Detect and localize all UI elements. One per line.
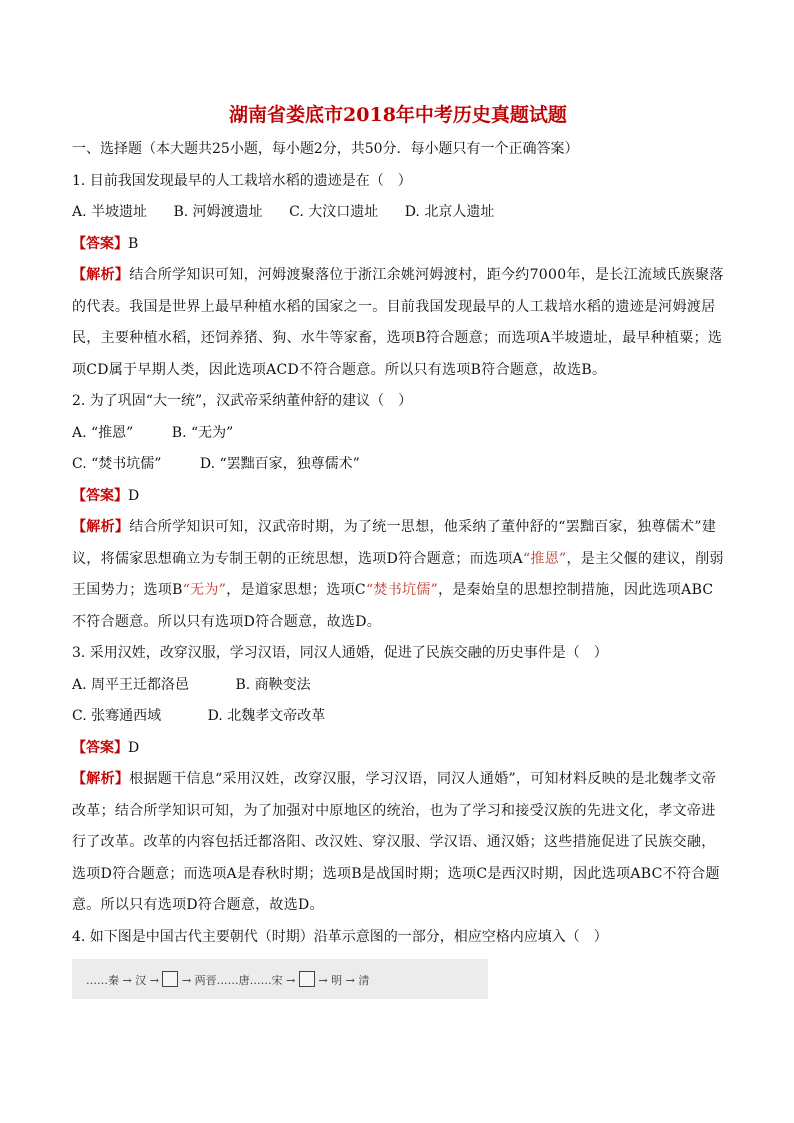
q3-option-a: A. 周平王迁都洛邑	[72, 676, 190, 693]
question-4-stem: 4. 如下图是中国古代主要朝代（时期）沿革示意图的一部分，相应空格内应填入（ ）	[72, 928, 608, 945]
question-2-analysis	[72, 512, 724, 638]
question-1-options	[72, 197, 724, 229]
analysis-text: 结合所学知识可知，汉武帝时期，为了统一思想，他采纳了董仲舒的“罢黜百家，独尊儒术”建议，将儒家思想确立为专制王朝的正统思想，选项D符合题意；而选项A	[72, 519, 717, 567]
q1-option-b: B. 河姆渡遗址	[173, 204, 263, 220]
page-title: 湖南省娄底市2018年中考历史真题试题	[229, 104, 567, 126]
analysis-text: 结合所学知识可知，河姆渡聚落位于浙江余姚河姆渡村，距今约7000年，是长江流域氏族聚落的代表。我国是世界上最早种植水稻的国家之一。目前我国发现最早的人工栽培水稻的遗迹是河姆渡居民，主要种植水稻，还饲养猪、狗、水牛等家畜，选项B符合题意；而选项A半坡遗址，最早种植粟；选项CD属于早期人类，因此选项ACD不符合题意。所以只有选项B符合题意，故选B。	[72, 267, 724, 378]
blank-box-2	[299, 971, 315, 987]
timeline-ming: 明	[331, 974, 343, 987]
q3-option-d: D. 北魏孝文帝改革	[207, 708, 326, 724]
q2-option-a: A. “推恩”	[72, 424, 134, 441]
question-2-options-row-1	[72, 418, 724, 450]
question-3-answer	[72, 733, 724, 765]
section-header: 一、选择题（本大题共25小题，每小题2分，共50分．每小题只有一个正确答案）	[72, 141, 579, 157]
question-1-analysis	[72, 260, 724, 386]
q3-option-c: C. 张骞通西域	[72, 708, 162, 724]
arrow-icon: →	[122, 974, 132, 987]
question-1-answer	[72, 229, 724, 261]
analysis-text: 根据题干信息“采用汉姓，改穿汉服，学习汉语，同汉人通婚”，可知材料反映的是北魏孝文帝改革；结合所学知识可知，为了加强对中原地区的统治，也为了学习和接受汉族的先进文化，孝文帝进行了改革。改革的内容包括迁都洛阳、改汉姓、穿汉服、学汉语、通汉婚；这些措施促进了民族交融，选项D符合题意；而选项A是春秋时期；选项B是战国时期；选项C是西汉时期，因此选项ABC不符合题意。所以只有选项D符合题意，故选D。	[72, 771, 720, 913]
highlight-term: “无为”	[182, 582, 227, 598]
question-3-options-row-1	[72, 670, 724, 702]
timeline-qin: ……秦	[86, 974, 119, 987]
analysis-text: ，是道家思想；选项C	[226, 582, 366, 598]
answer-tag: 【答案】	[72, 487, 128, 504]
q1-option-c: C. 大汶口遗址	[289, 204, 379, 220]
analysis-tag: 【解析】	[72, 519, 130, 535]
highlight-term: “推恩”	[522, 550, 567, 567]
arrow-icon: →	[181, 974, 192, 987]
timeline-jin-tang-song: 两晋……唐……宋	[194, 974, 283, 987]
answer-tag: 【答案】	[72, 739, 128, 756]
q2-option-c: C. “焚书坑儒”	[72, 456, 162, 472]
analysis-text: ，是秦始皇的思想控制措施，因此选项ABC不符合题意。所以只有选项D符合题意，故选D。	[72, 582, 714, 630]
arrow-icon: →	[286, 974, 296, 987]
question-3-analysis	[72, 764, 724, 922]
analysis-tag: 【解析】	[72, 771, 130, 787]
timeline-han: 汉	[135, 974, 147, 987]
question-2-stem: 2. 为了巩固“大一统”，汉武帝采纳董仲舒的建议（ ）	[72, 393, 413, 409]
answer-tag: 【答案】	[72, 235, 128, 252]
question-3-stem: 3. 采用汉姓，改穿汉服，学习汉语，同汉人通婚，促进了民族交融的历史事件是（ ）	[72, 645, 608, 661]
answer-value: D	[128, 487, 140, 504]
q2-option-b: B. “无为”	[171, 424, 234, 441]
analysis-text: ，是主父偃的建议，削弱王国势力；选项B	[72, 550, 724, 598]
timeline-sequence	[86, 971, 369, 988]
answer-value: B	[128, 235, 139, 252]
arrow-icon: →	[318, 974, 328, 987]
q1-option-d: D. 北京人遗址	[404, 204, 495, 220]
timeline-qing: 清	[358, 974, 370, 987]
arrow-icon: →	[345, 974, 355, 987]
dynasty-timeline-figure	[72, 959, 488, 999]
q3-option-b: B. 商鞅变法	[235, 676, 311, 693]
question-2-answer	[72, 481, 724, 513]
exam-page	[72, 98, 724, 999]
answer-value: D	[128, 739, 140, 756]
question-1-stem: 1. 目前我国发现最早的人工栽培水稻的遗迹是在（ ）	[72, 172, 412, 189]
question-3-options-row-2	[72, 701, 724, 733]
blank-box-1	[162, 971, 178, 987]
question-2-options-row-2	[72, 449, 724, 481]
q2-option-d: D. “罢黜百家，独尊儒术”	[199, 456, 360, 472]
arrow-icon: →	[149, 974, 159, 987]
analysis-tag: 【解析】	[72, 267, 130, 283]
highlight-term: “焚书坑儒”	[365, 582, 439, 598]
q1-option-a: A. 半坡遗址	[72, 204, 148, 220]
